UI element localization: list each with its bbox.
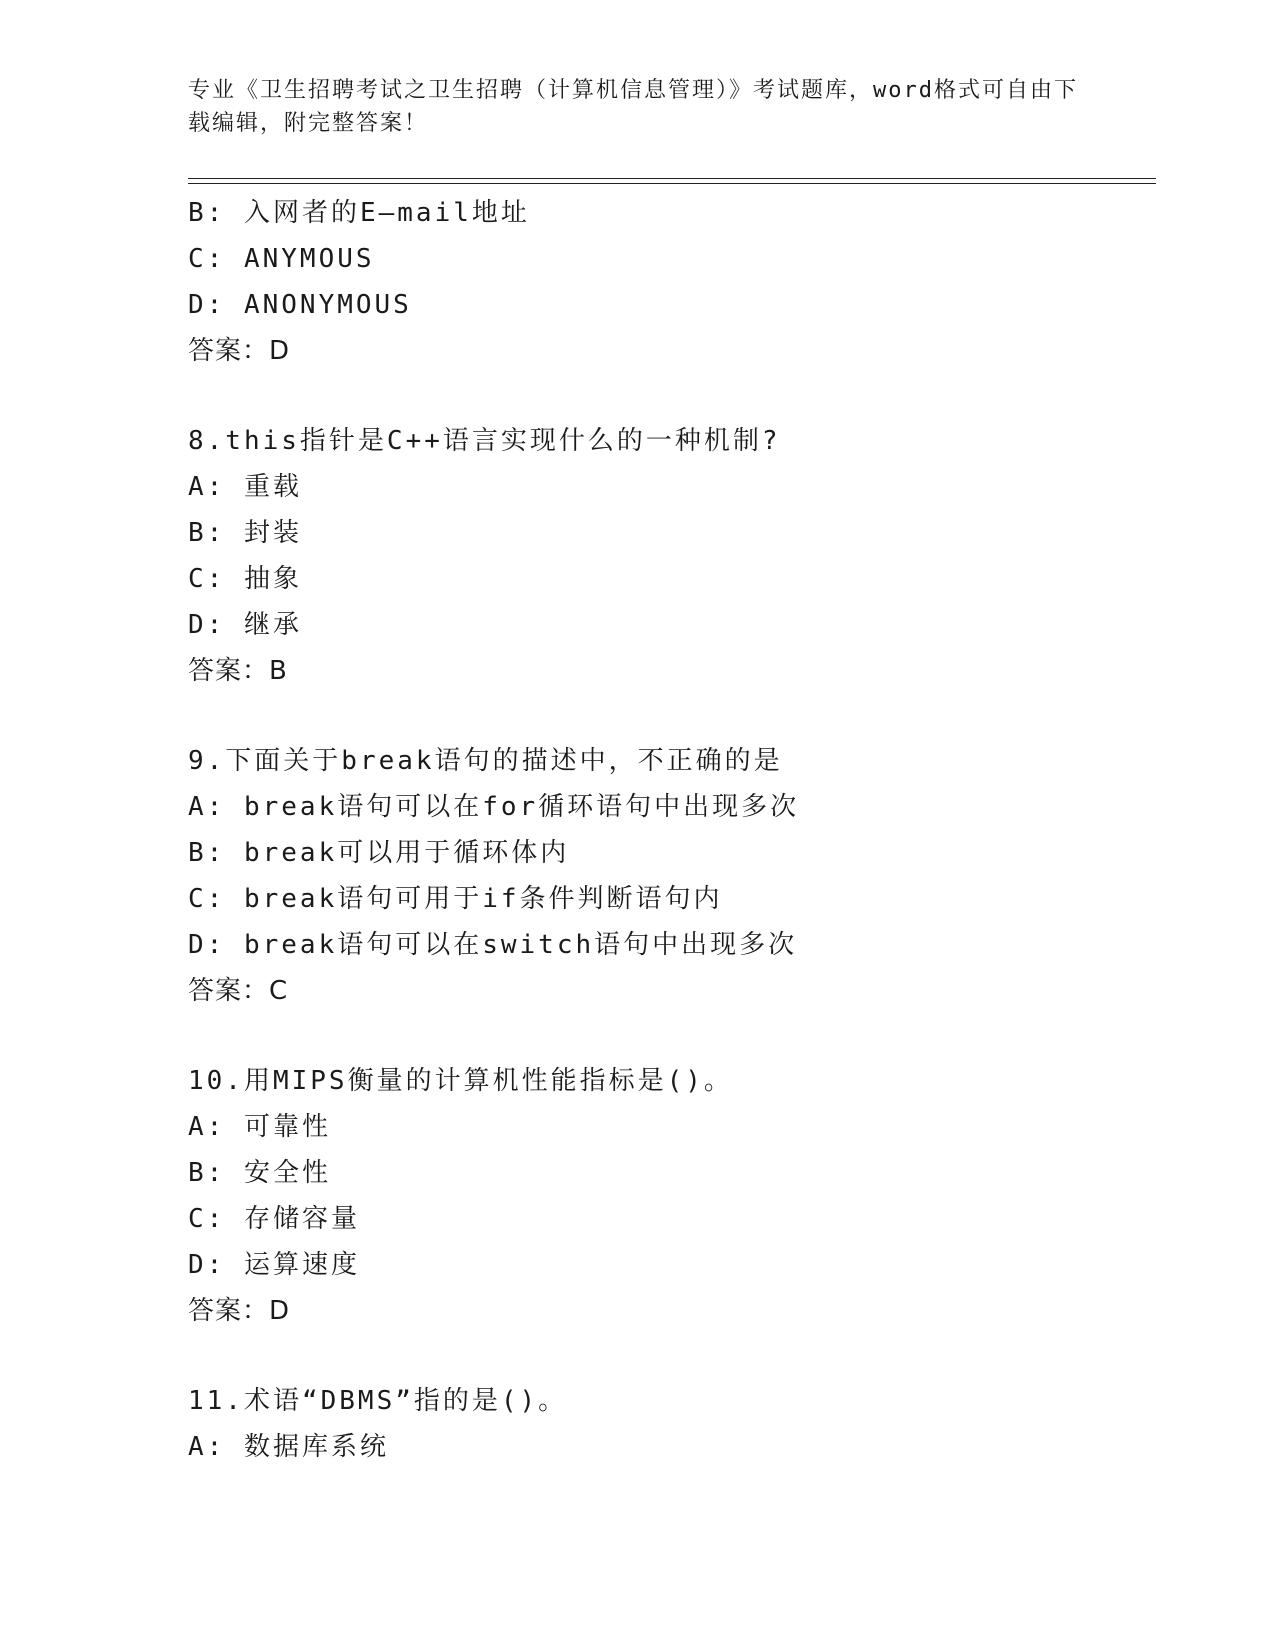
question-stem: 9.下面关于break语句的描述中，不正确的是: [188, 746, 783, 776]
document-header: 专业《卫生招聘考试之卫生招聘（计算机信息管理）》考试题库，word格式可自由下载编辑，附完整答案！: [188, 78, 1078, 136]
option-c: C: 抽象: [188, 564, 302, 594]
question-list: [188, 190, 1156, 1470]
option-b: B: break可以用于循环体内: [188, 838, 570, 868]
option-b: B: 入网者的E—mail地址: [188, 198, 530, 228]
option-c: C: 存储容量: [188, 1204, 360, 1234]
option-b: B: 封装: [188, 518, 302, 548]
option-c: C: break语句可用于if条件判断语句内: [188, 884, 723, 914]
question-stem: 10.用MIPS衡量的计算机性能指标是()。: [188, 1066, 733, 1096]
question-block-8: [188, 418, 1156, 694]
option-d: D: 运算速度: [188, 1250, 360, 1280]
answer-line: 答案：D: [188, 336, 291, 366]
option-b: B: 安全性: [188, 1158, 331, 1188]
answer-line: 答案：B: [188, 656, 288, 686]
question-block-partial: [188, 190, 1156, 374]
header-rule-top: [188, 178, 1156, 179]
answer-line: 答案：D: [188, 1296, 291, 1326]
question-block-9: [188, 738, 1156, 1014]
option-a: A: 可靠性: [188, 1112, 331, 1142]
header-rule-bottom: [188, 183, 1156, 184]
option-c: C: ANYMOUS: [188, 244, 375, 274]
option-a: A: 数据库系统: [188, 1432, 389, 1462]
question-block-10: [188, 1058, 1156, 1334]
answer-line: 答案：C: [188, 976, 289, 1006]
option-d: D: ANONYMOUS: [188, 290, 412, 320]
question-block-11: [188, 1378, 1156, 1470]
option-a: A: 重载: [188, 472, 302, 502]
option-d: D: 继承: [188, 610, 302, 640]
question-stem: 11.术语“DBMS”指的是()。: [188, 1386, 568, 1416]
option-d: D: break语句可以在switch语句中出现多次: [188, 930, 798, 960]
question-stem: 8.this指针是C++语言实现什么的一种机制?: [188, 426, 781, 456]
option-a: A: break语句可以在for循环语句中出现多次: [188, 792, 800, 822]
